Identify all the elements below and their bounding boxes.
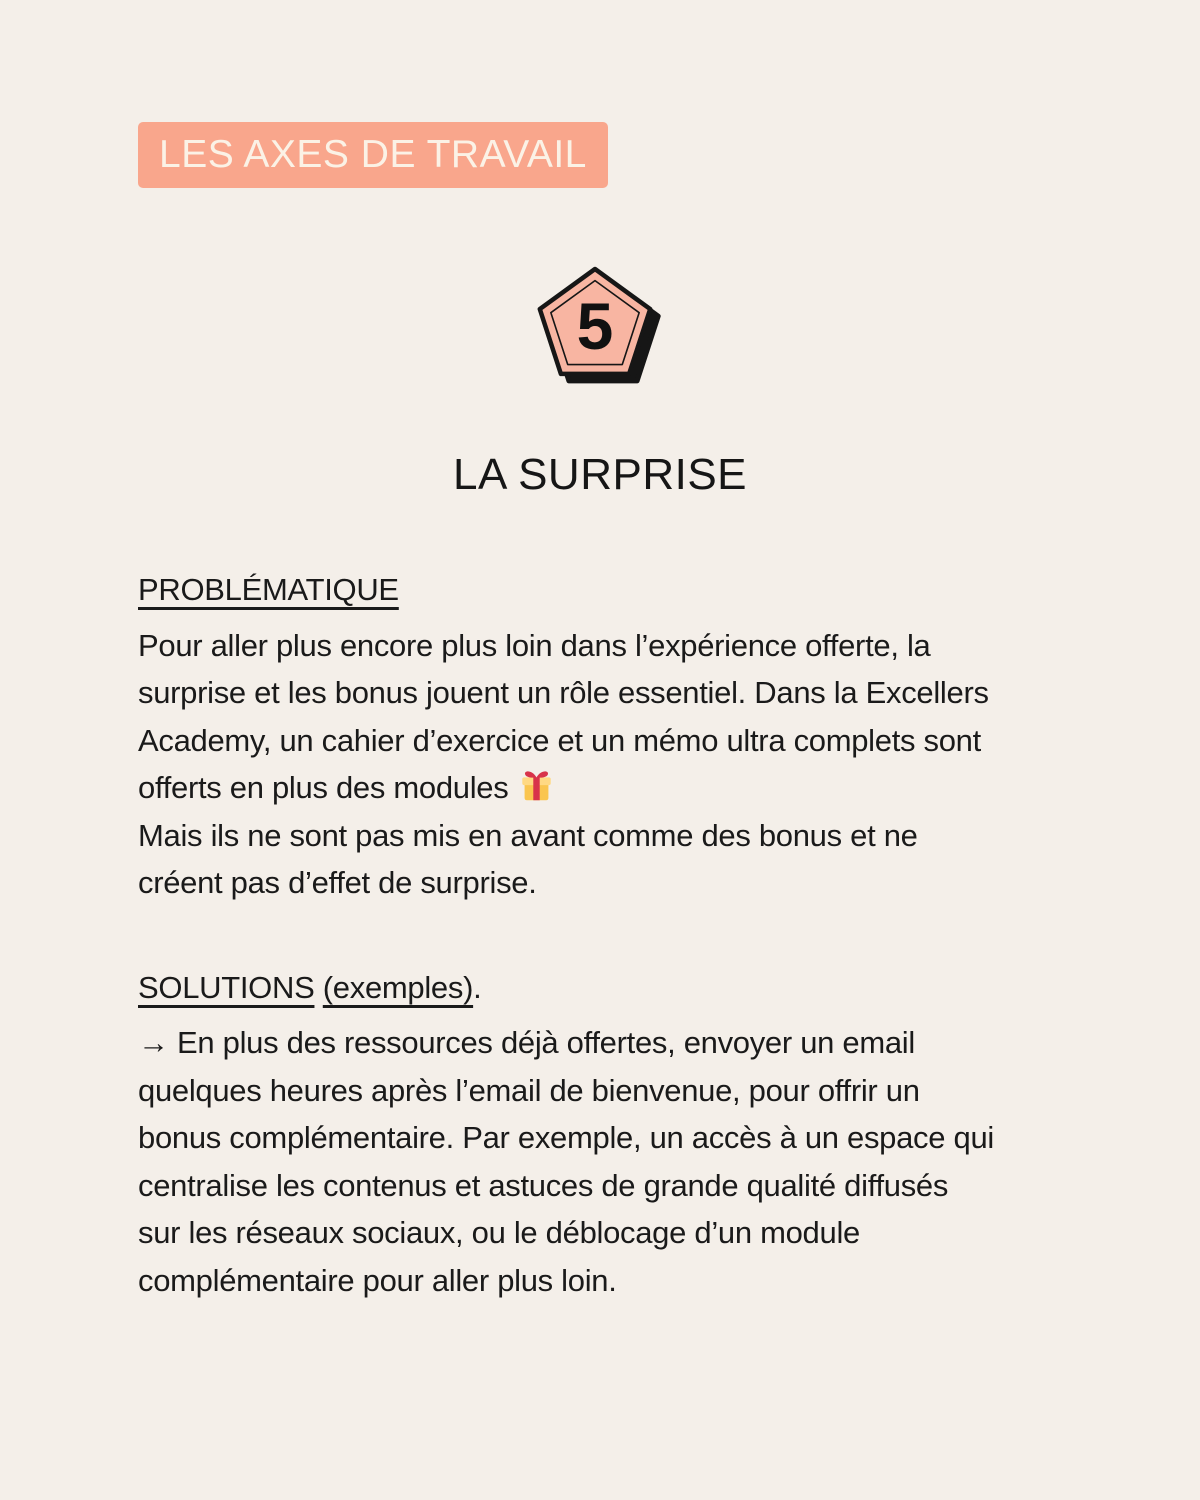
text-line: surprise et les bonus jouent un rôle essentiel. Dans la Excellers <box>138 675 989 710</box>
solutions-paragraph <box>138 1019 1078 1304</box>
text-line: Pour aller plus encore plus loin dans l’expérience offerte, la <box>138 627 931 663</box>
text-line: → En plus des ressources déjà offertes, envoyer un email <box>138 1025 915 1060</box>
step-number-badge <box>530 259 670 399</box>
solutions-heading <box>138 964 1078 1012</box>
text-line: quelques heures après l’email de bienvenue, pour offrir un <box>138 1072 920 1108</box>
header-badge-label: LES AXES DE TRAVAIL <box>159 133 587 176</box>
text-line: Academy, un cahier d’exercice et un mémo ultra complets sont <box>138 722 981 758</box>
text-line: complémentaire pour aller plus loin. <box>138 1262 617 1298</box>
text-line: créent pas d’effet de surprise. <box>138 865 537 900</box>
step-number: 5 <box>576 289 614 363</box>
page-title: LA SURPRISE <box>452 450 748 499</box>
text-line: centralise les contenus et astuces de grande qualité diffusés <box>138 1167 949 1203</box>
text-line: bonus complémentaire. Par exemple, un accès à un espace qui <box>138 1120 994 1155</box>
text-line: Mais ils ne sont pas mis en avant comme des bonus et ne <box>138 817 918 853</box>
solutions-heading-text: SOLUTIONS (exemples) <box>138 969 474 1005</box>
section-solutions <box>138 964 1078 1305</box>
gift-icon <box>520 769 553 804</box>
problematique-heading <box>138 566 1078 614</box>
content <box>138 566 1078 1304</box>
problematique-paragraph <box>138 622 1078 907</box>
text-line: sur les réseaux sociaux, ou le déblocage d’un module <box>138 1215 860 1250</box>
section-problematique <box>138 566 1078 907</box>
problematique-heading-text: PROBLÉMATIQUE <box>138 572 399 607</box>
text-line: offerts en plus des modules <box>138 764 1078 812</box>
pentagon-icon <box>530 259 670 399</box>
header-badge <box>138 122 608 188</box>
solutions-heading-suffix: . <box>473 969 482 1005</box>
